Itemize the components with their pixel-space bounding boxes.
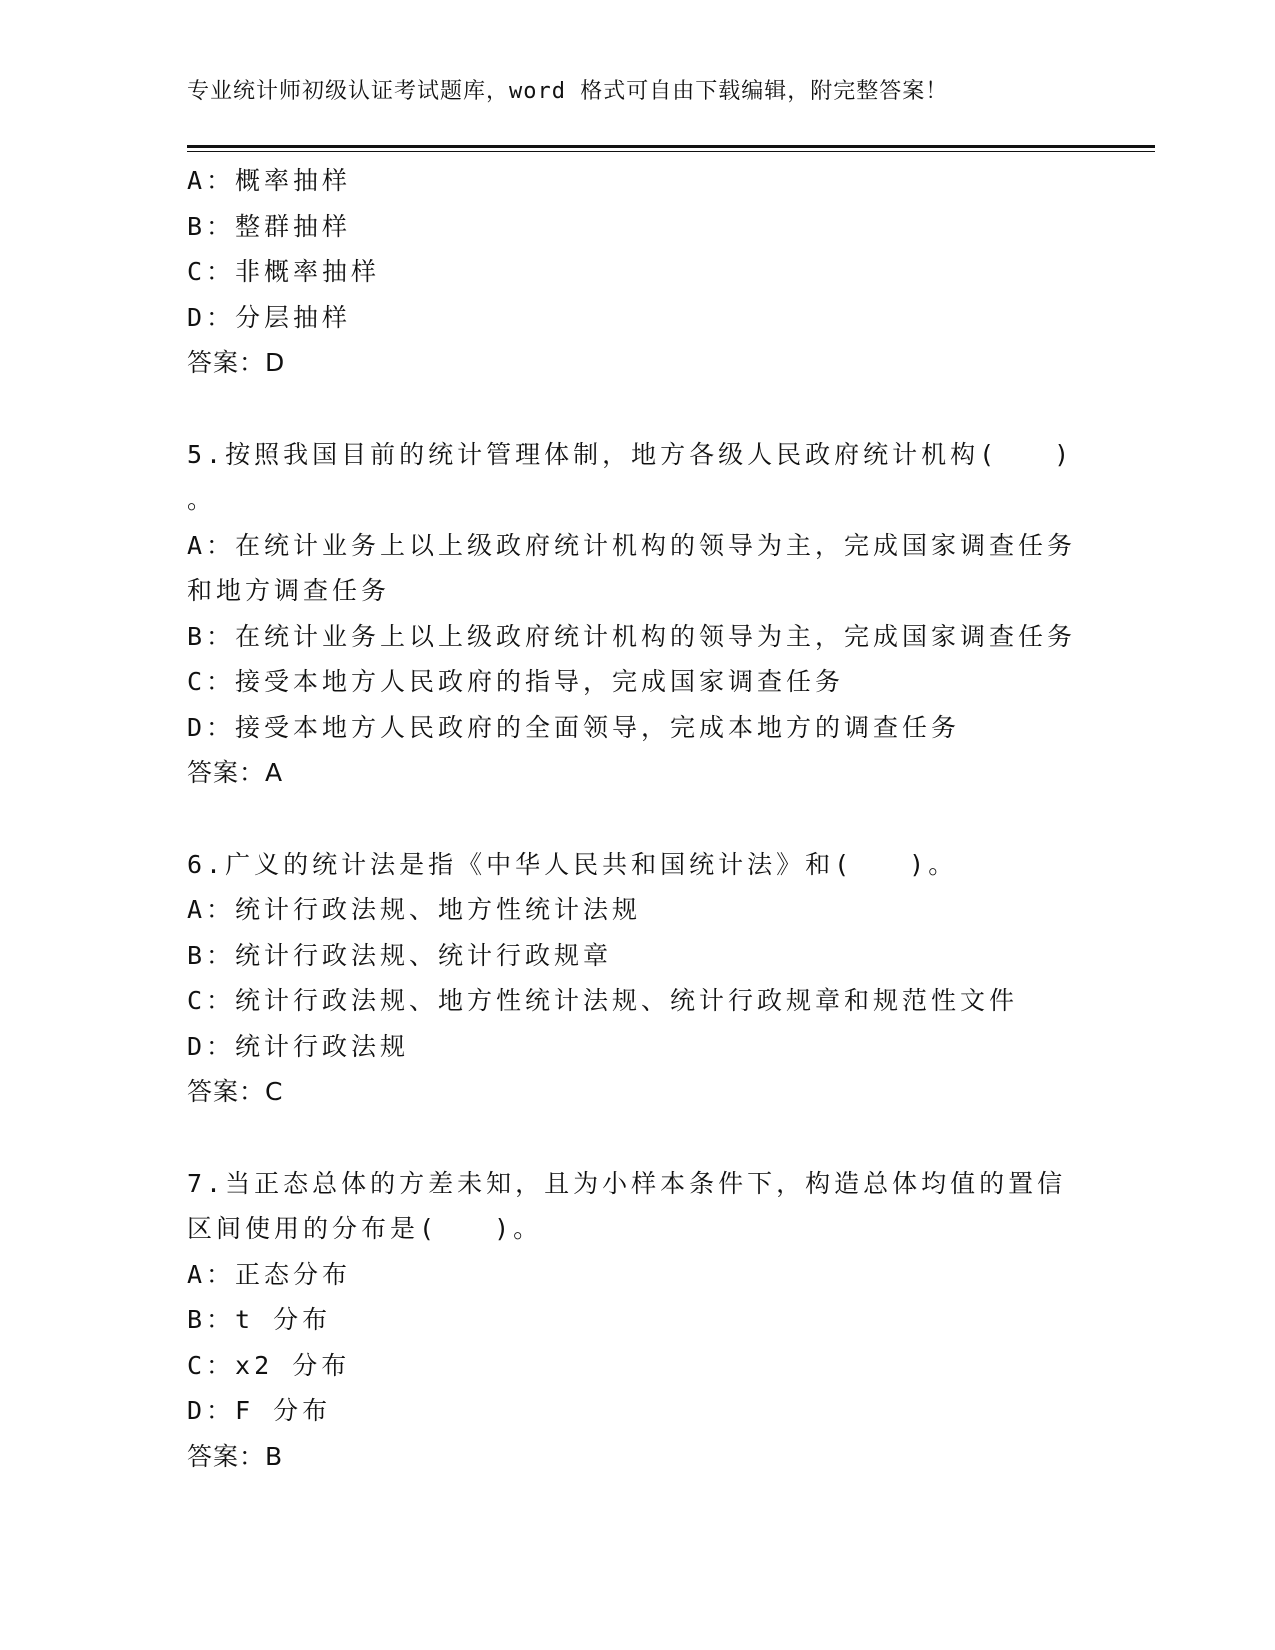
question-stem	[187, 432, 1087, 478]
spacer	[187, 796, 1087, 842]
option-b: B：统计行政法规、统计行政规章	[187, 940, 613, 970]
question-list	[187, 158, 1087, 1479]
stem-text: 5.按照我国目前的统计管理体制，地方各级人民政府统计机构(	[187, 439, 999, 469]
option-a: A：正态分布	[187, 1259, 352, 1289]
option-d: D：接受本地方人民政府的全面领导，完成本地方的调查任务	[187, 712, 961, 742]
stem-text-end: )。	[909, 849, 958, 879]
option-b: B：t 分布	[187, 1305, 332, 1334]
option-a: A：概率抽样	[187, 166, 352, 195]
answer: 答案：C	[187, 1077, 284, 1106]
stem-text-end: )	[1054, 439, 1074, 469]
option-c: C：接受本地方人民政府的指导，完成国家调查任务	[187, 667, 845, 696]
option-a-continued: 和地方调查任务	[187, 576, 391, 605]
stem-text: 区间使用的分布是(	[187, 1214, 439, 1243]
option-d: D：分层抽样	[187, 302, 352, 332]
spacer	[187, 386, 1087, 432]
spacer	[187, 1115, 1087, 1161]
answer: 答案：A	[187, 758, 284, 787]
option-b: B：整群抽样	[187, 211, 352, 241]
option-a: A：统计行政法规、地方性统计法规	[187, 895, 642, 924]
answer: 答案：B	[187, 1441, 284, 1471]
answer: 答案：D	[187, 348, 286, 377]
question-stem-continued: 。	[187, 485, 217, 514]
question-6	[187, 842, 1087, 1115]
option-d: D：F 分布	[187, 1396, 332, 1425]
header-rule-thin	[187, 151, 1155, 152]
question-7	[187, 1161, 1087, 1480]
question-5	[187, 432, 1087, 796]
header-rule-thick	[187, 145, 1155, 148]
stem-text: 6.广义的统计法是指《中华人民共和国统计法》和(	[187, 849, 854, 879]
question-4	[187, 158, 1087, 386]
option-b: B：在统计业务上以上级政府统计机构的领导为主，完成国家调查任务	[187, 621, 1077, 651]
question-stem	[187, 842, 1087, 888]
option-a: A：在统计业务上以上级政府统计机构的领导为主，完成国家调查任务	[187, 530, 1077, 560]
option-d: D：统计行政法规	[187, 1031, 410, 1061]
option-c: C：非概率抽样	[187, 257, 381, 286]
question-stem-continued	[187, 1206, 1087, 1252]
option-c: C：统计行政法规、地方性统计法规、统计行政规章和规范性文件	[187, 986, 1019, 1015]
question-stem: 7.当正态总体的方差未知，且为小样本条件下，构造总体均值的置信	[187, 1168, 1067, 1198]
option-c: C：x2 分布	[187, 1350, 351, 1380]
stem-text-end: )。	[494, 1214, 543, 1243]
page-header: 专业统计师初级认证考试题库，word 格式可自由下载编辑，附完整答案！	[187, 79, 949, 104]
